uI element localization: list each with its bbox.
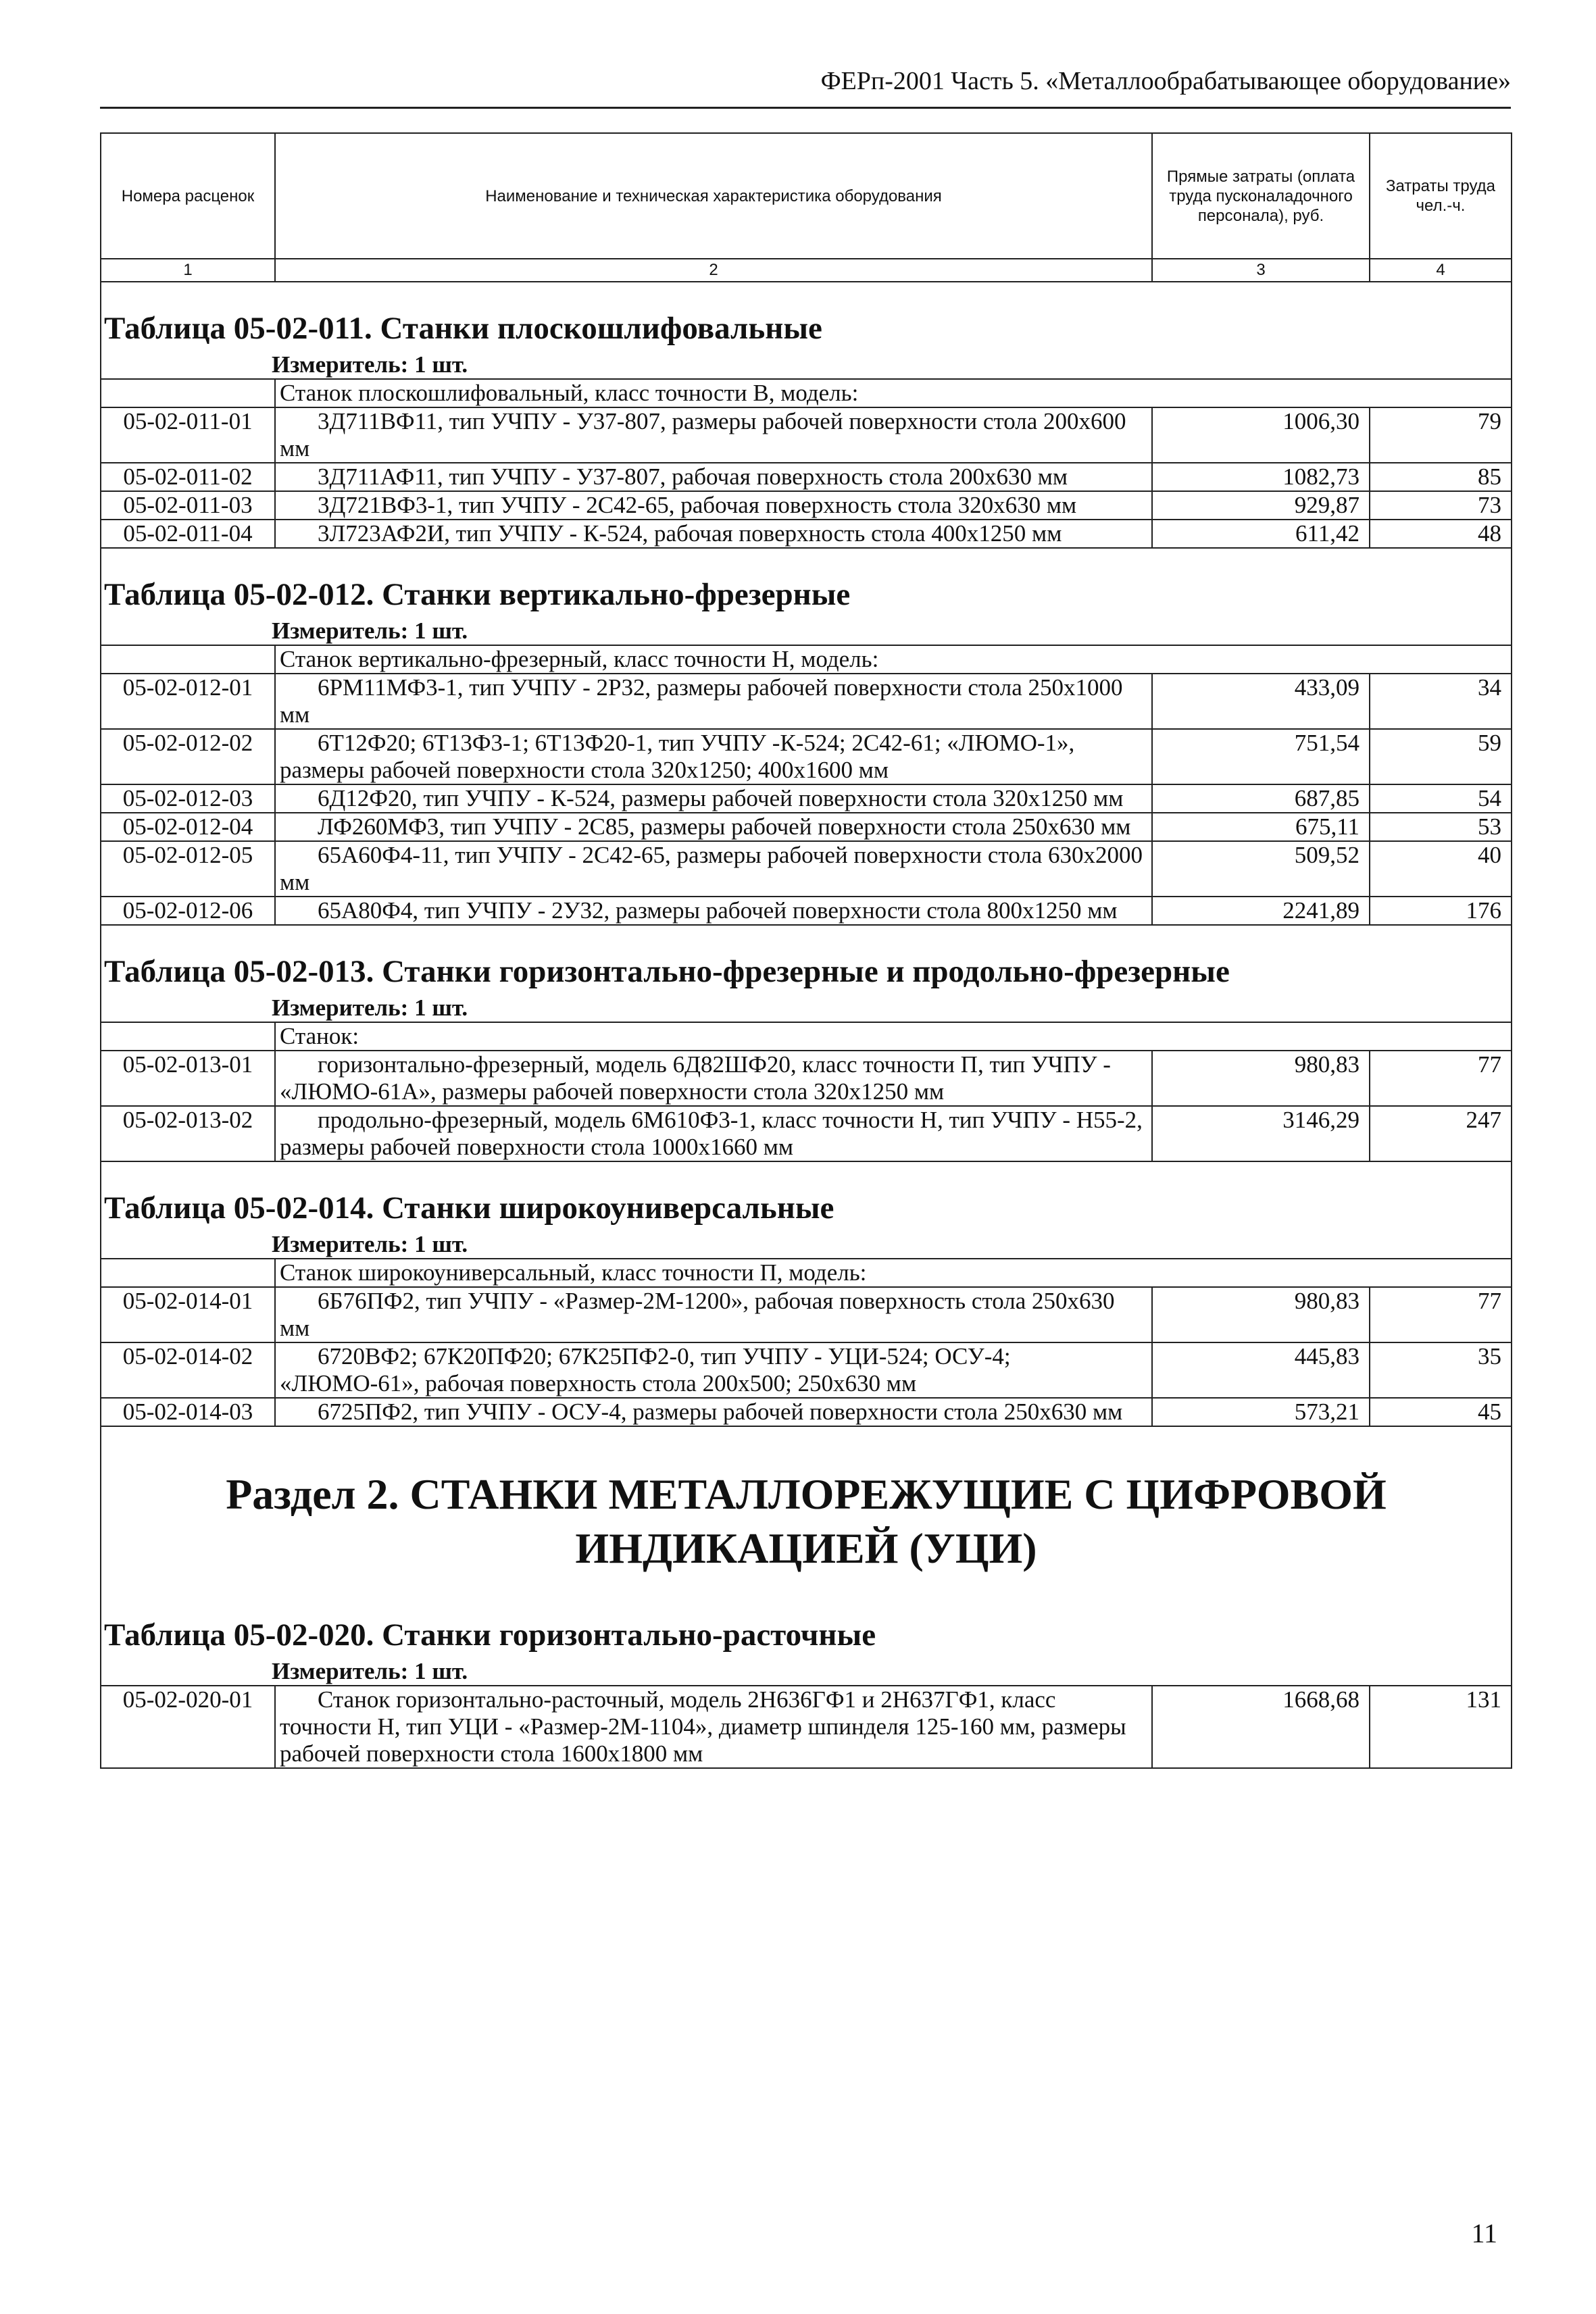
table-title: Таблица 05-02-011. Станки плоскошлифовальные [101,282,1512,351]
column-header-row [101,133,1512,259]
table-title: Таблица 05-02-020. Станки горизонтально-расточные [101,1589,1512,1658]
intro-row [101,645,1512,674]
rate-code: 05-02-012-05 [101,841,275,897]
table-row [101,1106,1512,1161]
direct-cost: 687,85 [1152,784,1370,813]
labor-hours: 45 [1370,1398,1512,1426]
table-title-row [101,282,1512,351]
direct-cost: 2241,89 [1152,897,1370,925]
equipment-description [275,1287,1152,1342]
equipment-description [275,1398,1152,1426]
labor-hours: 59 [1370,729,1512,784]
table-row [101,1398,1512,1426]
header-rule [100,107,1511,109]
table-row [101,463,1512,491]
labor-hours: 73 [1370,491,1512,520]
equipment-description [275,1686,1152,1768]
description-text: 6Д12Ф20, тип УЧПУ - К-524, размеры рабочей поверхности стола 320x1250 мм [318,785,1124,811]
table-title: Таблица 05-02-013. Станки горизонтально-фрезерные и продольно-фрезерные [101,925,1512,995]
direct-cost: 675,11 [1152,813,1370,841]
measure-unit: Измеритель: 1 шт. [101,1658,1512,1686]
labor-hours: 176 [1370,897,1512,925]
table-row [101,1287,1512,1342]
column-number: 3 [1152,259,1370,282]
equipment-description [275,520,1152,548]
description-text: 3Д721ВФ3-1, тип УЧПУ - 2С42-65, рабочая поверхность стола 320x630 мм [318,492,1077,518]
column-number: 1 [101,259,275,282]
section-title-row [101,1426,1512,1589]
labor-hours: 53 [1370,813,1512,841]
table-row [101,1342,1512,1398]
measure-unit: Измеритель: 1 шт. [101,351,1512,379]
column-header: Номера расценок [101,133,275,259]
equipment-description [275,1051,1152,1106]
description-text: 3Л723АФ2И, тип УЧПУ - К-524, рабочая поверхность стола 400x1250 мм [318,520,1062,547]
rate-code: 05-02-012-04 [101,813,275,841]
table-row [101,813,1512,841]
description-text: 6РМ11МФ3-1, тип УЧПУ - 2Р32, размеры рабочей поверхности стола 250x1000 мм [280,674,1123,728]
equipment-description [275,407,1152,463]
rate-code: 05-02-013-01 [101,1051,275,1106]
table-title: Таблица 05-02-014. Станки широкоуниверсальные [101,1161,1512,1231]
description-text: 6Т12Ф20; 6Т13Ф3-1; 6Т13Ф20-1, тип УЧПУ -К-524; 2С42-61; «ЛЮМО-1», размеры рабочей поверхности стола 320x1250; 400x1600 мм [280,730,1075,783]
labor-hours: 35 [1370,1342,1512,1398]
equipment-description [275,1342,1152,1398]
labor-hours: 247 [1370,1106,1512,1161]
direct-cost: 433,09 [1152,674,1370,729]
rate-code: 05-02-012-03 [101,784,275,813]
equipment-description [275,729,1152,784]
table-row [101,784,1512,813]
equipment-description [275,813,1152,841]
intro-row [101,379,1512,407]
column-header: Затраты труда чел.-ч. [1370,133,1512,259]
measure-row [101,351,1512,379]
table-row [101,1686,1512,1768]
intro-text: Станок широкоуниверсальный, класс точности П, модель: [275,1259,1512,1287]
rate-code: 05-02-012-01 [101,674,275,729]
intro-text: Станок: [275,1022,1512,1051]
equipment-description [275,784,1152,813]
intro-text: Станок плоскошлифовальный, класс точности В, модель: [275,379,1512,407]
rate-code: 05-02-014-01 [101,1287,275,1342]
table-title-row [101,1589,1512,1658]
rate-code: 05-02-011-03 [101,491,275,520]
direct-cost: 1082,73 [1152,463,1370,491]
direct-cost: 573,21 [1152,1398,1370,1426]
equipment-description [275,491,1152,520]
measure-row [101,1231,1512,1259]
measure-row [101,618,1512,645]
table-row [101,1051,1512,1106]
measure-unit: Измеритель: 1 шт. [101,1231,1512,1259]
rate-code: 05-02-011-04 [101,520,275,548]
direct-cost: 509,52 [1152,841,1370,897]
rate-code: 05-02-011-01 [101,407,275,463]
table-title-row [101,925,1512,995]
labor-hours: 34 [1370,674,1512,729]
direct-cost: 1006,30 [1152,407,1370,463]
intro-code-cell [101,1259,275,1287]
table-row [101,674,1512,729]
table-row [101,407,1512,463]
equipment-description [275,897,1152,925]
description-text: 3Д711АФ11, тип УЧПУ - У37-807, рабочая поверхность стола 200x630 мм [318,463,1068,490]
measure-unit: Измеритель: 1 шт. [101,995,1512,1022]
direct-cost: 611,42 [1152,520,1370,548]
equipment-description [275,463,1152,491]
intro-row [101,1022,1512,1051]
measure-unit: Измеритель: 1 шт. [101,618,1512,645]
description-text: 6725ПФ2, тип УЧПУ - ОСУ-4, размеры рабочей поверхности стола 250x630 мм [318,1399,1123,1425]
column-number: 2 [275,259,1152,282]
direct-cost: 929,87 [1152,491,1370,520]
measure-row [101,995,1512,1022]
measure-row [101,1658,1512,1686]
labor-hours: 77 [1370,1051,1512,1106]
table-title-row [101,548,1512,618]
intro-text: Станок вертикально-фрезерный, класс точности Н, модель: [275,645,1512,674]
table-row [101,841,1512,897]
direct-cost: 751,54 [1152,729,1370,784]
direct-cost: 980,83 [1152,1287,1370,1342]
rate-code: 05-02-011-02 [101,463,275,491]
intro-row [101,1259,1512,1287]
table-row [101,897,1512,925]
table-title: Таблица 05-02-012. Станки вертикально-фрезерные [101,548,1512,618]
equipment-description [275,674,1152,729]
table-row [101,729,1512,784]
labor-hours: 48 [1370,520,1512,548]
rate-code: 05-02-020-01 [101,1686,275,1768]
rate-code: 05-02-012-06 [101,897,275,925]
direct-cost: 1668,68 [1152,1686,1370,1768]
table-row [101,520,1512,548]
direct-cost: 980,83 [1152,1051,1370,1106]
rate-code: 05-02-013-02 [101,1106,275,1161]
description-text: 65А80Ф4, тип УЧПУ - 2У32, размеры рабочей поверхности стола 800x1250 мм [318,897,1118,924]
description-text: продольно-фрезерный, модель 6М610Ф3-1, класс точности Н, тип УЧПУ - Н55-2, размеры рабочей поверхности стола 1000x1660 мм [280,1107,1143,1160]
intro-code-cell [101,379,275,407]
description-text: Станок горизонтально-расточный, модель 2Н636ГФ1 и 2Н637ГФ1, класс точности Н, тип УЦИ - «Размер-2М-1104», диаметр шпинделя 125-160 мм, размеры рабочей поверхности стола 1600x1800 мм [280,1686,1126,1767]
intro-code-cell [101,1022,275,1051]
column-header: Наименование и техническая характеристика оборудования [275,133,1152,259]
labor-hours: 54 [1370,784,1512,813]
direct-cost: 445,83 [1152,1342,1370,1398]
labor-hours: 77 [1370,1287,1512,1342]
rate-code: 05-02-012-02 [101,729,275,784]
description-text: горизонтально-фрезерный, модель 6Д82ШФ20, класс точности П, тип УЧПУ - «ЛЮМО-61А», размеры рабочей поверхности стола 320x1250 мм [280,1051,1111,1105]
section-title: Раздел 2. СТАНКИ МЕТАЛЛОРЕЖУЩИЕ С ЦИФРОВОЙ ИНДИКАЦИЕЙ (УЦИ) [101,1426,1512,1589]
rate-code: 05-02-014-02 [101,1342,275,1398]
labor-hours: 85 [1370,463,1512,491]
labor-hours: 79 [1370,407,1512,463]
labor-hours: 131 [1370,1686,1512,1768]
column-number: 4 [1370,259,1512,282]
price-table [100,132,1512,1769]
intro-code-cell [101,645,275,674]
column-header: Прямые затраты (оплата труда пусконаладочного персонала), руб. [1152,133,1370,259]
running-header: ФЕРп-2001 Часть 5. «Металлообрабатывающее оборудование» [820,67,1511,95]
description-text: 65А60Ф4-11, тип УЧПУ - 2С42-65, размеры рабочей поверхности стола 630x2000 мм [280,842,1143,895]
equipment-description [275,1106,1152,1161]
labor-hours: 40 [1370,841,1512,897]
direct-cost: 3146,29 [1152,1106,1370,1161]
description-text: 6720ВФ2; 67К20ПФ20; 67К25ПФ2-0, тип УЧПУ - УЦИ-524; ОСУ-4; «ЛЮМО-61», рабочая поверхность стола 200x500; 250x630 мм [280,1343,1011,1397]
column-number-row [101,259,1512,282]
table-title-row [101,1161,1512,1231]
equipment-description [275,841,1152,897]
description-text: 3Д711ВФ11, тип УЧПУ - У37-807, размеры рабочей поверхности стола 200x600 мм [280,408,1126,461]
description-text: 6Б76ПФ2, тип УЧПУ - «Размер-2М-1200», рабочая поверхность стола 250x630 мм [280,1288,1115,1341]
description-text: ЛФ260МФ3, тип УЧПУ - 2С85, размеры рабочей поверхности стола 250x630 мм [318,813,1131,840]
table-row [101,491,1512,520]
page-number: 11 [1471,2218,1497,2248]
rate-code: 05-02-014-03 [101,1398,275,1426]
